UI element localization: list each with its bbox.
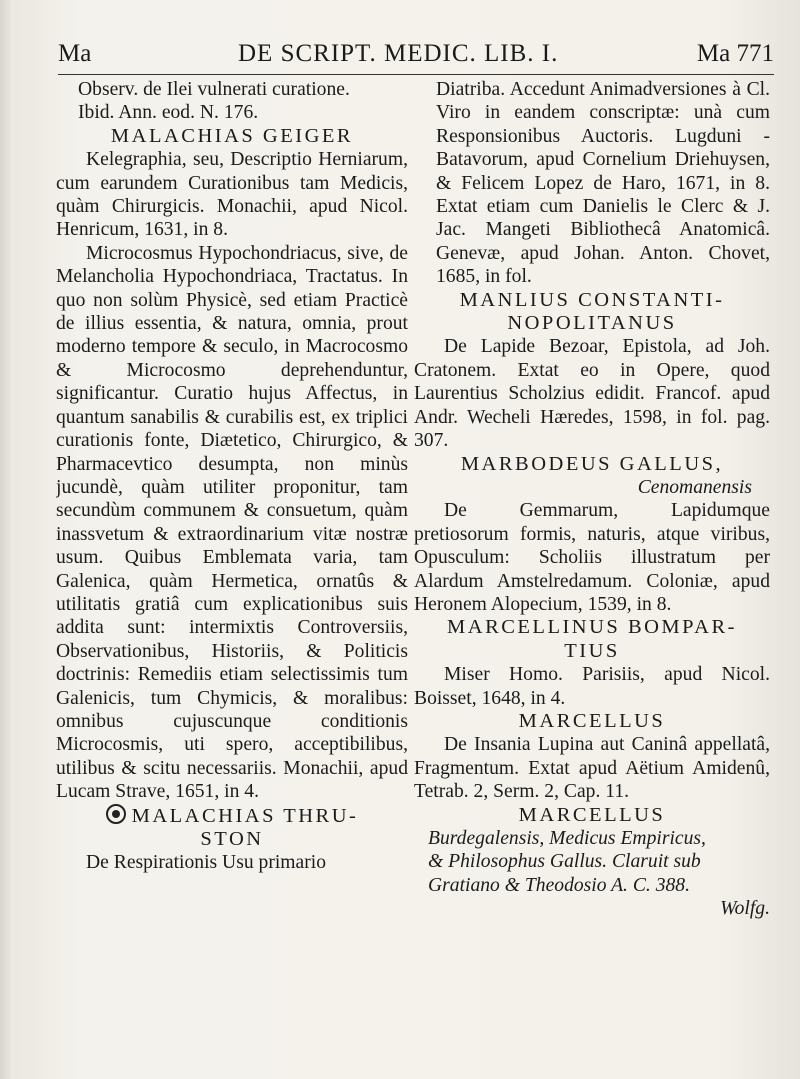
entry-heading <box>56 804 408 828</box>
entry-heading: MARBODEUS GALLUS, <box>460 452 724 475</box>
entry-text: De Insania Lupina aut Caninâ appellatâ, Fragmentum. Extat apud Aëtium Amidenû, Tetrab. 2, Serm. 2, Cap. 11. <box>414 734 770 803</box>
header-title: DE SCRIPT. MEDIC. LIB. I. <box>238 40 559 67</box>
page-gutter <box>0 0 14 1079</box>
right-column <box>414 78 770 1048</box>
header-left: Ma <box>58 40 92 67</box>
entry-heading-text: MALACHIAS THRU- <box>131 804 359 827</box>
left-column <box>56 78 408 1048</box>
header-right: Ma 771 <box>696 40 774 67</box>
running-header <box>58 40 774 75</box>
entry-text: De Lapide Bezoar, Epistola, ad Joh. Cratonem. Extat eo in Opere, quod Laurentius Scholzius edidit. Francof. apud Andr. Wecheli Hæredes, 1598, in fol. pag. 307. <box>414 336 770 452</box>
entry-heading: MARCELLINUS BOMPAR- <box>447 616 737 639</box>
bullet-icon <box>106 804 126 824</box>
entry-heading: NOPOLITANUS <box>507 312 677 335</box>
entry-text: Diatriba. Accedunt Animadversiones à Cl. Viro in eandem conscriptæ: unà cum Responsionibus Auctoris. Lugduni - Batavorum, apud Cornelium Driehuysen, & Felicem Lopez de Haro, 1671, in 8. Extat etiam cum Danielis le Clerc & J. Jac. Mangeti Bibliothecâ Anatomicâ. Genevæ, apud Johan. Anton. Chovet, 1685, in fol. <box>436 79 770 288</box>
catchword: Wolfg. <box>720 898 770 920</box>
entry-heading: TIUS <box>564 639 620 662</box>
entry-text: Kelegraphia, seu, Descriptio Herniarum, cum earundem Curationibus tam Medicis, quàm Chirurgicis. Monachii, apud Nicol. Henricum, 1631, in 8. <box>56 149 408 241</box>
entry-heading: MARCELLUS <box>518 709 666 732</box>
entry-text: De Gemmarum, Lapidumque pretiosorum formis, naturis, atque viribus, Opusculum: Scholiis illustratum per Alardum Amstelredamum. Coloniæ, apud Heronem Alopecium, 1539, in 8. <box>414 500 770 615</box>
entry-text: De Respirationis Usu primario <box>86 852 326 874</box>
continued-entry-line: Ibid. Ann. eod. N. 176. <box>78 102 259 124</box>
entry-heading: MALACHIAS GEIGER <box>110 124 354 147</box>
entry-heading: MANLIUS CONSTANTI- <box>459 288 725 311</box>
entry-text: Miser Homo. Parisiis, apud Nicol. Boisset, 1648, in 4. <box>414 664 770 709</box>
entry-text: Gratiano & Theodosio A. C. 388. <box>428 874 690 896</box>
entry-heading: MARCELLUS <box>518 803 666 826</box>
entry-subheading: Cenomanensis <box>637 476 752 498</box>
entry-heading: STON <box>200 828 264 850</box>
continued-entry-line: Observ. de Ilei vulnerati curatione. <box>78 79 350 100</box>
entry-text: & Philosophus Gallus. Claruit sub <box>428 851 701 873</box>
entry-text: Microcosmus Hypochondriacus, sive, de Melancholia Hypochondriaca, Tractatus. In quo non solùm Physicè, sed etiam Practicè de illius essentia, & natura, omnia, prout moderno tempore & seculo, in Macrocosmo & Microcosmo deprehenduntur, significantur. Curatio hujus Affectus, in quantum sanabilis & curabilis est, ex triplici curationis fonte, Diætetico, Chirurgico, & Pharmacevtico desumpta, non minùs jucundè, quàm utiliter proponitur, tam secundùm communem & consuetum, quàm inassvetum & extraordinarium vitæ nostræ usum. Quibus Emblemata varia, tam Galenica, quàm Hermetica, ornatûs & utilitatis gratiâ cum explicationibus suis addita sunt: intermixtis Controversiis, Observationibus, Historiis, & Politicis doctrinis: Remediis etiam selectissimis tum Galenicis, tum Chymicis, & moralibus: omnibus cujuscunque conditionis Microcosmis, uti spero, acceptibilibus, utilibus & scitu necessariis. Monachii, apud Lucam Strave, 1651, in 4. <box>56 242 408 803</box>
entry-text: Burdegalensis, Medicus Empiricus, <box>428 828 706 849</box>
